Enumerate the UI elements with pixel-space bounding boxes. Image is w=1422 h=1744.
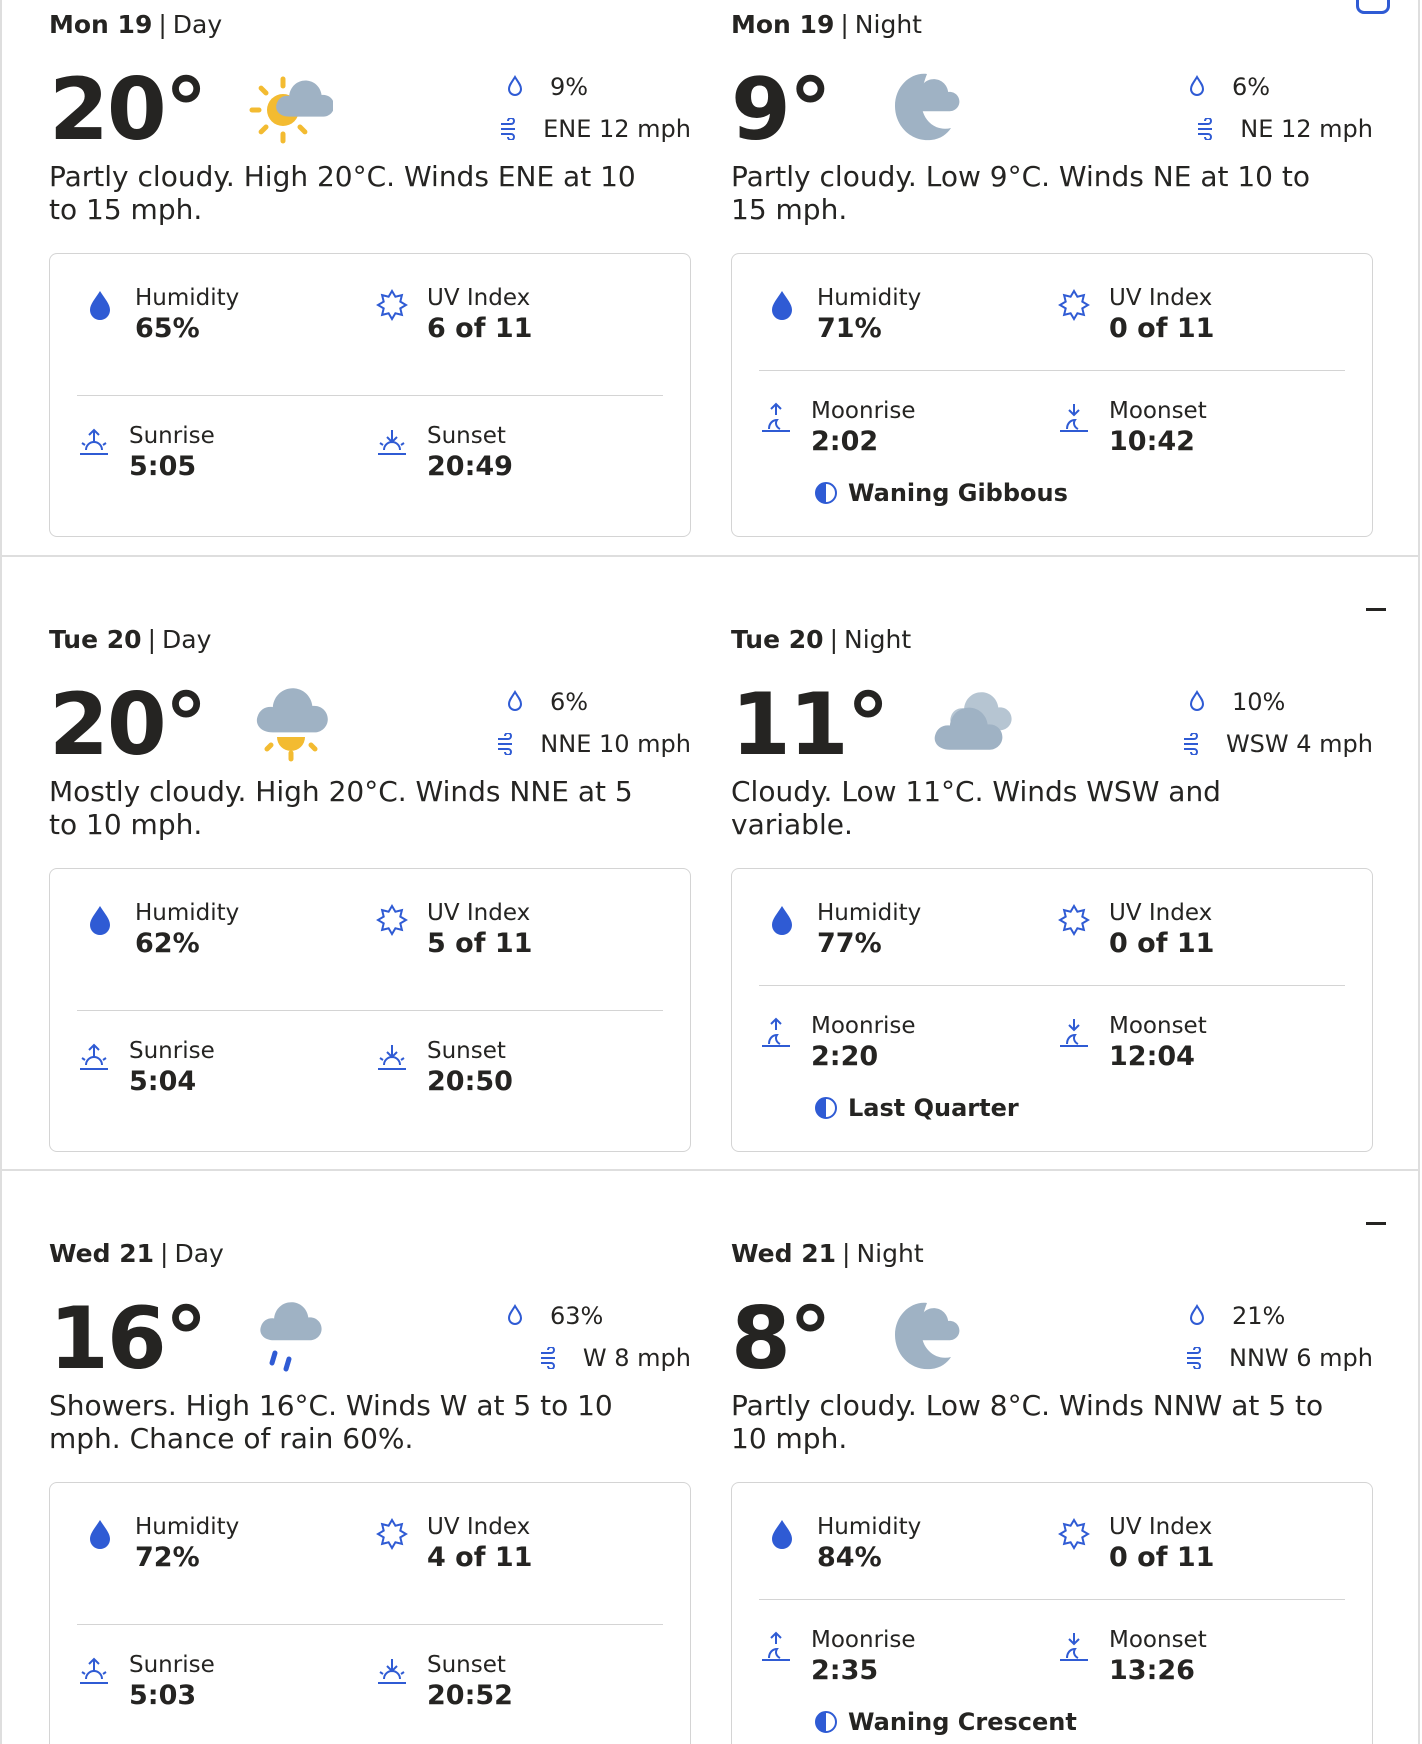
- sunrise-value: 5:05: [129, 451, 197, 482]
- sunset: [375, 1651, 675, 1721]
- raindrop-icon: [506, 75, 524, 99]
- wind-icon: [496, 733, 514, 755]
- partly-cloudy-night-icon: [875, 66, 961, 152]
- uv-index: [375, 899, 675, 969]
- wind-speed: [499, 112, 691, 146]
- sunrise-icon-svg: [77, 426, 111, 460]
- right-border: [1418, 0, 1420, 1744]
- moonset-icon-svg: [1057, 1630, 1091, 1664]
- details-card: [49, 253, 691, 537]
- humidity-label: Humidity: [817, 900, 922, 926]
- uv-index-label: UV Index: [427, 285, 531, 311]
- moonset-icon-svg: [1057, 401, 1091, 435]
- wind-value: W 8 mph: [582, 1344, 691, 1372]
- moon-phase-icon: [814, 481, 838, 505]
- moonrise-label: Moonrise: [811, 1013, 916, 1039]
- daypart-heading: [49, 625, 211, 655]
- sunset-value: 20:52: [427, 1680, 513, 1711]
- heading-separator: |: [160, 1239, 169, 1268]
- uv-index-value: 0 of 11: [1109, 313, 1215, 344]
- wind-speed: [496, 727, 691, 761]
- details-divider: [77, 1010, 663, 1011]
- uv-index-icon-svg: [1057, 903, 1091, 937]
- daypart-name: Night: [854, 10, 922, 39]
- cloudy-icon-svg: [929, 681, 1015, 767]
- wind-value: WSW 4 mph: [1225, 730, 1373, 758]
- humidity: [765, 284, 1065, 354]
- partly-cloudy-day-icon-svg: [247, 66, 333, 152]
- uv-index-value: 4 of 11: [427, 1542, 533, 1573]
- row-separator: [0, 1169, 1420, 1171]
- forecast-narrative: Partly cloudy. Low 8°C. Winds NNW at 5 to 10 mph.: [731, 1389, 1324, 1455]
- uv-index-value: 0 of 11: [1109, 1542, 1215, 1573]
- raindrop-icon: [506, 690, 524, 714]
- uv-index: [375, 1513, 675, 1583]
- left-border: [0, 0, 2, 1744]
- wind-icon: [539, 1347, 557, 1369]
- temperature: 9°: [731, 60, 830, 160]
- daypart-name: Night: [844, 625, 912, 654]
- uv-index: [375, 284, 675, 354]
- moon-phase: [814, 476, 1068, 510]
- sunrise-label: Sunrise: [129, 1038, 215, 1064]
- moonset: [1057, 1012, 1357, 1082]
- forecast-narrative: Partly cloudy. Low 9°C. Winds NE at 10 to 15 mph.: [731, 160, 1311, 226]
- humidity-icon-svg: [765, 288, 799, 322]
- temperature: 20°: [49, 675, 206, 775]
- forecast-narrative: Cloudy. Low 11°C. Winds WSW and variable.: [731, 775, 1221, 841]
- moonrise-icon-svg: [759, 1016, 793, 1050]
- raindrop-icon: [1188, 690, 1206, 714]
- precip-value: 6%: [550, 688, 589, 716]
- humidity-value: 71%: [817, 313, 882, 344]
- humidity-icon: [765, 1517, 799, 1551]
- sunset-icon-svg: [375, 1041, 409, 1075]
- uv-index-label: UV Index: [1109, 1514, 1213, 1540]
- details-card: [731, 253, 1373, 537]
- humidity: [83, 899, 383, 969]
- humidity-value: 84%: [817, 1542, 882, 1573]
- sunset-icon-svg: [375, 426, 409, 460]
- humidity-value: 62%: [135, 928, 200, 959]
- uv-index-icon: [375, 1517, 409, 1551]
- precip-chance: [1188, 70, 1373, 104]
- sunrise-icon: [77, 1655, 111, 1689]
- uv-index-label: UV Index: [427, 900, 531, 926]
- sunrise-icon-svg: [77, 1041, 111, 1075]
- precip-value: 9%: [550, 73, 589, 101]
- precip-chance: [1188, 685, 1373, 719]
- moonrise-icon: [759, 1630, 793, 1664]
- moonset-value: 12:04: [1109, 1041, 1195, 1072]
- heading-separator: |: [840, 10, 849, 39]
- sunset-value: 20:50: [427, 1066, 513, 1097]
- humidity-icon: [83, 1517, 117, 1551]
- daypart-heading: [49, 10, 222, 40]
- uv-index-label: UV Index: [1109, 900, 1213, 926]
- moon-phase-name: Waning Crescent: [848, 1708, 1077, 1736]
- details-card: [49, 868, 691, 1152]
- humidity-label: Humidity: [135, 900, 240, 926]
- daypart-heading: [731, 10, 922, 40]
- humidity-label: Humidity: [817, 1514, 922, 1540]
- sunrise-value: 5:03: [129, 1680, 197, 1711]
- moonset-icon-svg: [1057, 1016, 1091, 1050]
- wind-value: NE 12 mph: [1240, 115, 1373, 143]
- wind-icon: [1196, 118, 1214, 140]
- showers-icon-svg: [247, 1295, 333, 1381]
- night-part-1: [731, 625, 1373, 1155]
- heading-separator: |: [158, 10, 167, 39]
- sunrise: [77, 422, 377, 492]
- daypart-date: Tue 20: [49, 625, 142, 654]
- moonrise-icon: [759, 401, 793, 435]
- sunset-value: 20:49: [427, 451, 513, 482]
- moonrise-icon-svg: [759, 401, 793, 435]
- moonset-icon: [1057, 1016, 1091, 1050]
- daypart-heading: [731, 625, 911, 655]
- moonrise: [759, 397, 1059, 467]
- humidity-icon: [83, 288, 117, 322]
- moonset: [1057, 1626, 1357, 1696]
- sunrise-icon-svg: [77, 1655, 111, 1689]
- forecast-narrative: Showers. High 16°C. Winds W at 5 to 10 mph. Chance of rain 60%.: [49, 1389, 613, 1455]
- wind-value: NNW 6 mph: [1229, 1344, 1373, 1372]
- humidity-icon-svg: [83, 1517, 117, 1551]
- daypart-date: Wed 21: [731, 1239, 837, 1268]
- details-divider: [759, 1599, 1345, 1600]
- humidity: [765, 899, 1065, 969]
- heading-separator: |: [842, 1239, 851, 1268]
- daypart-name: Day: [172, 10, 223, 39]
- humidity: [765, 1513, 1065, 1583]
- moonrise: [759, 1626, 1059, 1696]
- details-divider: [759, 985, 1345, 986]
- moonrise-icon: [759, 1016, 793, 1050]
- wind-speed: [1182, 727, 1373, 761]
- details-card: [731, 868, 1373, 1152]
- daypart-name: Day: [174, 1239, 224, 1268]
- details-card: [49, 1482, 691, 1744]
- temperature: 20°: [49, 60, 206, 160]
- precip-chance: [1188, 1299, 1373, 1333]
- sunrise-icon: [77, 426, 111, 460]
- sunset: [375, 1037, 675, 1107]
- humidity-icon-svg: [83, 288, 117, 322]
- uv-index-icon: [375, 903, 409, 937]
- wind-value: NNE 10 mph: [540, 730, 691, 758]
- humidity-label: Humidity: [135, 1514, 240, 1540]
- humidity: [83, 284, 383, 354]
- moonrise: [759, 1012, 1059, 1082]
- partly-cloudy-day-icon: [247, 66, 333, 152]
- night-part-2: [731, 1239, 1373, 1744]
- uv-index-icon-svg: [375, 288, 409, 322]
- moonset-icon: [1057, 401, 1091, 435]
- moonset: [1057, 397, 1357, 467]
- uv-index-icon-svg: [375, 1517, 409, 1551]
- humidity-icon-svg: [83, 903, 117, 937]
- partly-cloudy-night-icon: [875, 1295, 961, 1381]
- uv-index: [1057, 284, 1357, 354]
- raindrop-icon: [1188, 1304, 1206, 1328]
- sunrise: [77, 1037, 377, 1107]
- moonrise-label: Moonrise: [811, 398, 916, 424]
- row-separator: [0, 555, 1420, 557]
- sunset: [375, 422, 675, 492]
- daypart-date: Mon 19: [49, 10, 153, 39]
- uv-index-icon-svg: [1057, 288, 1091, 322]
- sunset-label: Sunset: [427, 1038, 506, 1064]
- mostly-cloudy-day-icon-svg: [247, 681, 333, 767]
- humidity-icon: [765, 903, 799, 937]
- daypart-heading: [49, 1239, 224, 1269]
- moon-phase-icon: [814, 1710, 838, 1734]
- sunrise: [77, 1651, 377, 1721]
- humidity-value: 77%: [817, 928, 882, 959]
- uv-index-icon: [375, 288, 409, 322]
- uv-index-value: 0 of 11: [1109, 928, 1215, 959]
- humidity-icon-svg: [765, 1517, 799, 1551]
- heading-separator: |: [829, 625, 838, 654]
- moon-phase-name: Waning Gibbous: [848, 479, 1068, 507]
- humidity-icon: [765, 288, 799, 322]
- precip-value: 21%: [1232, 1302, 1286, 1330]
- day-part-2: [49, 1239, 691, 1744]
- sunset-icon-svg: [375, 1655, 409, 1689]
- wind-icon: [499, 118, 517, 140]
- moon-phase: [814, 1091, 1019, 1125]
- daypart-date: Wed 21: [49, 1239, 155, 1268]
- sunrise-value: 5:04: [129, 1066, 197, 1097]
- raindrop-icon: [1188, 75, 1206, 99]
- uv-index-value: 5 of 11: [427, 928, 533, 959]
- daypart-heading: [731, 1239, 924, 1269]
- sunrise-icon: [77, 1041, 111, 1075]
- moon-phase: [814, 1705, 1077, 1739]
- precip-value: 10%: [1232, 688, 1286, 716]
- moonset-label: Moonset: [1109, 1013, 1207, 1039]
- heading-separator: |: [147, 625, 156, 654]
- mostly-cloudy-day-icon: [247, 681, 333, 767]
- sunset-label: Sunset: [427, 1652, 506, 1678]
- wind-speed: [1185, 1341, 1373, 1375]
- precip-chance: [506, 1299, 691, 1333]
- details-divider: [759, 370, 1345, 371]
- day-part-0: [49, 10, 691, 540]
- forecast-narrative: Partly cloudy. High 20°C. Winds ENE at 10 to 15 mph.: [49, 160, 636, 226]
- humidity-value: 65%: [135, 313, 200, 344]
- sunset-icon: [375, 1655, 409, 1689]
- day-part-1: [49, 625, 691, 1155]
- temperature: 16°: [49, 1289, 206, 1389]
- raindrop-icon: [506, 1304, 524, 1328]
- moon-phase-name: Last Quarter: [848, 1094, 1019, 1122]
- precip-chance: [506, 70, 691, 104]
- temperature: 8°: [731, 1289, 830, 1389]
- uv-index-icon: [1057, 1517, 1091, 1551]
- moon-phase-icon: [814, 1096, 838, 1120]
- moonrise-value: 2:35: [811, 1655, 879, 1686]
- uv-index: [1057, 899, 1357, 969]
- moonset-label: Moonset: [1109, 398, 1207, 424]
- humidity-label: Humidity: [817, 285, 922, 311]
- uv-index: [1057, 1513, 1357, 1583]
- details-divider: [77, 1624, 663, 1625]
- moonrise-label: Moonrise: [811, 1627, 916, 1653]
- details-divider: [77, 395, 663, 396]
- wind-speed: [1196, 112, 1373, 146]
- partly-cloudy-night-icon-svg: [875, 66, 961, 152]
- wind-icon: [1182, 733, 1200, 755]
- moonset-value: 13:26: [1109, 1655, 1195, 1686]
- humidity-value: 72%: [135, 1542, 200, 1573]
- collapse-icon[interactable]: [1366, 1222, 1386, 1225]
- precip-value: 63%: [550, 1302, 604, 1330]
- details-card: [731, 1482, 1373, 1744]
- uv-index-value: 6 of 11: [427, 313, 533, 344]
- humidity-icon-svg: [765, 903, 799, 937]
- showers-icon: [247, 1295, 333, 1381]
- cloudy-icon: [929, 681, 1015, 767]
- daypart-name: Day: [162, 625, 212, 654]
- precip-chance: [506, 685, 691, 719]
- uv-index-icon: [1057, 903, 1091, 937]
- uv-index-icon: [1057, 288, 1091, 322]
- partly-cloudy-night-icon-svg: [875, 1295, 961, 1381]
- daypart-name: Night: [856, 1239, 924, 1268]
- moonrise-value: 2:02: [811, 426, 879, 457]
- forecast-narrative: Mostly cloudy. High 20°C. Winds NNE at 5 to 10 mph.: [49, 775, 633, 841]
- night-part-0: [731, 10, 1373, 540]
- collapse-icon[interactable]: [1366, 608, 1386, 611]
- humidity-label: Humidity: [135, 285, 240, 311]
- moonset-icon: [1057, 1630, 1091, 1664]
- daypart-date: Tue 20: [731, 625, 824, 654]
- sunset-icon: [375, 426, 409, 460]
- wind-icon: [1185, 1347, 1203, 1369]
- moonrise-value: 2:20: [811, 1041, 879, 1072]
- moonset-label: Moonset: [1109, 1627, 1207, 1653]
- humidity: [83, 1513, 383, 1583]
- humidity-icon: [83, 903, 117, 937]
- sunrise-label: Sunrise: [129, 1652, 215, 1678]
- wind-speed: [539, 1341, 691, 1375]
- uv-index-icon-svg: [1057, 1517, 1091, 1551]
- precip-value: 6%: [1232, 73, 1271, 101]
- daypart-date: Mon 19: [731, 10, 835, 39]
- sunrise-label: Sunrise: [129, 423, 215, 449]
- sunset-label: Sunset: [427, 423, 506, 449]
- uv-index-icon-svg: [375, 903, 409, 937]
- wind-value: ENE 12 mph: [543, 115, 691, 143]
- sunset-icon: [375, 1041, 409, 1075]
- uv-index-label: UV Index: [1109, 285, 1213, 311]
- uv-index-label: UV Index: [427, 1514, 531, 1540]
- temperature: 11°: [731, 675, 888, 775]
- moonrise-icon-svg: [759, 1630, 793, 1664]
- moonset-value: 10:42: [1109, 426, 1195, 457]
